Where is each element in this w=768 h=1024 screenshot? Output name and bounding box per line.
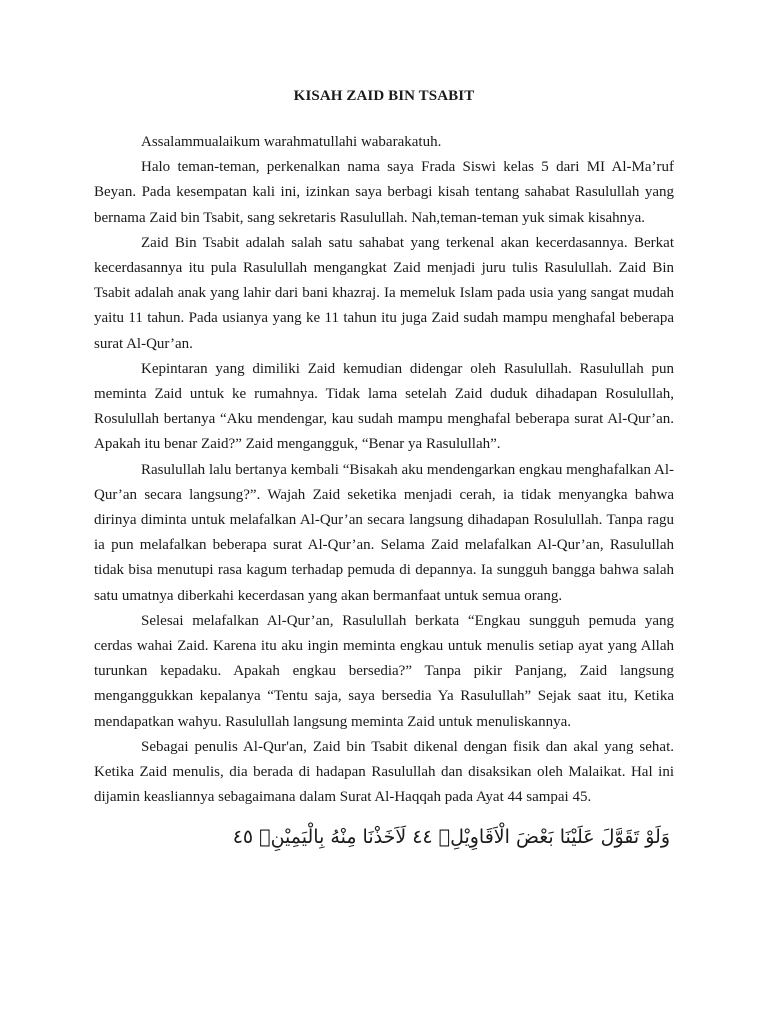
body-paragraph-2: Kepintaran yang dimiliki Zaid kemudian didengar oleh Rasulullah. Rasulullah pun meminta Zaid untuk ke rumahnya. Tidak lama setelah Zaid duduk dihadapan Rosulullah, Rosulullah bertanya “Aku mendengar, kau sudah mampu menghafal beberapa surat Al-Qur’an. Apakah itu benar Zaid?” Zaid mengangguk, “Benar ya Rasulullah”.: [94, 360, 674, 453]
document-page: [94, 84, 674, 854]
body-paragraph-1: Zaid Bin Tsabit adalah salah satu sahabat yang terkenal akan kecerdasannya. Berkat kecerdasannya itu pula Rasulullah mengangkat Zaid menjadi juru tulis Rasulullah. Zaid Bin Tsabit adalah anak yang lahir dari bani khazraj. Ia memeluk Islam pada usia yang sangat mudah yaitu 11 tahun. Pada usianya yang ke 11 tahun itu juga Zaid sudah mampu menghafal beberapa surat Al-Qur’an.: [94, 234, 674, 352]
introduction-paragraph: Halo teman-teman, perkenalkan nama saya Frada Siswi kelas 5 dari MI Al-Ma’ruf Beyan. Pada kesempatan kali ini, izinkan saya berbagi kisah tentang sahabat Rasulullah yang bernama Zaid bin Tsabit, sang sekretaris Rasulullah. Nah,teman-teman yuk simak kisahnya.: [94, 159, 674, 226]
body-paragraph-4: Selesai melafalkan Al-Qur’an, Rasulullah berkata “Engkau sungguh pemuda yang cerdas wahai Zaid. Karena itu aku ingin meminta engkau untuk menulis setiap ayat yang Allah turunkan kepadaku. Apakah engkau bersedia?” Tanpa pikir Panjang, Zaid langsung menganggukkan kepalanya “Tentu saja, saya bersedia Ya Rasulullah” Sejak saat itu, Ketika mendapatkan wahyu. Rasulullah langsung meminta Zaid untuk menuliskannya.: [94, 612, 674, 730]
document-title: KISAH ZAID BIN TSABIT: [293, 88, 475, 104]
body-paragraph-3: Rasulullah lalu bertanya kembali “Bisakah aku mendengarkan engkau menghafalkan Al-Qur’an secara langsung?”. Wajah Zaid seketika menjadi cerah, ia tidak menyangka bahwa dirinya diminta untuk melafalkan Al-Qur’an secara langsung dihadapan Rosulullah. Tanpa ragu ia pun melafalkan beberapa surat Al-Qur’an. Selama Zaid melafalkan Al-Qur’an, Rasulullah tidak bisa menutupi rasa kagum terhadap pemuda di depannya. Ia sungguh bangga bahwa salah satu umatnya diberkahi kecerdasan yang akan bermanfaat untuk semua orang.: [94, 461, 674, 604]
greeting-paragraph: Assalammualaikum warahmatullahi wabarakatuh.: [141, 134, 442, 150]
body-paragraph-5: Sebagai penulis Al-Qur'an, Zaid bin Tsabit dikenal dengan fisik dan akal yang sehat. Ketika Zaid menulis, dia berada di hadapan Rasulullah dan disaksikan oleh Malaikat. Hal ini dijamin keasliannya sebagaimana dalam Surat Al-Haqqah pada Ayat 44 sampai 45.: [94, 738, 674, 806]
arabic-verse: وَلَوْ تَقَوَّلَ عَلَيْنَا بَعْضَ الْاَقَاوِيْلِۙ ٤٤ لَاَخَذْنَا مِنْهُ بِالْيَمِيْنِۙ ٤٥: [232, 826, 670, 849]
